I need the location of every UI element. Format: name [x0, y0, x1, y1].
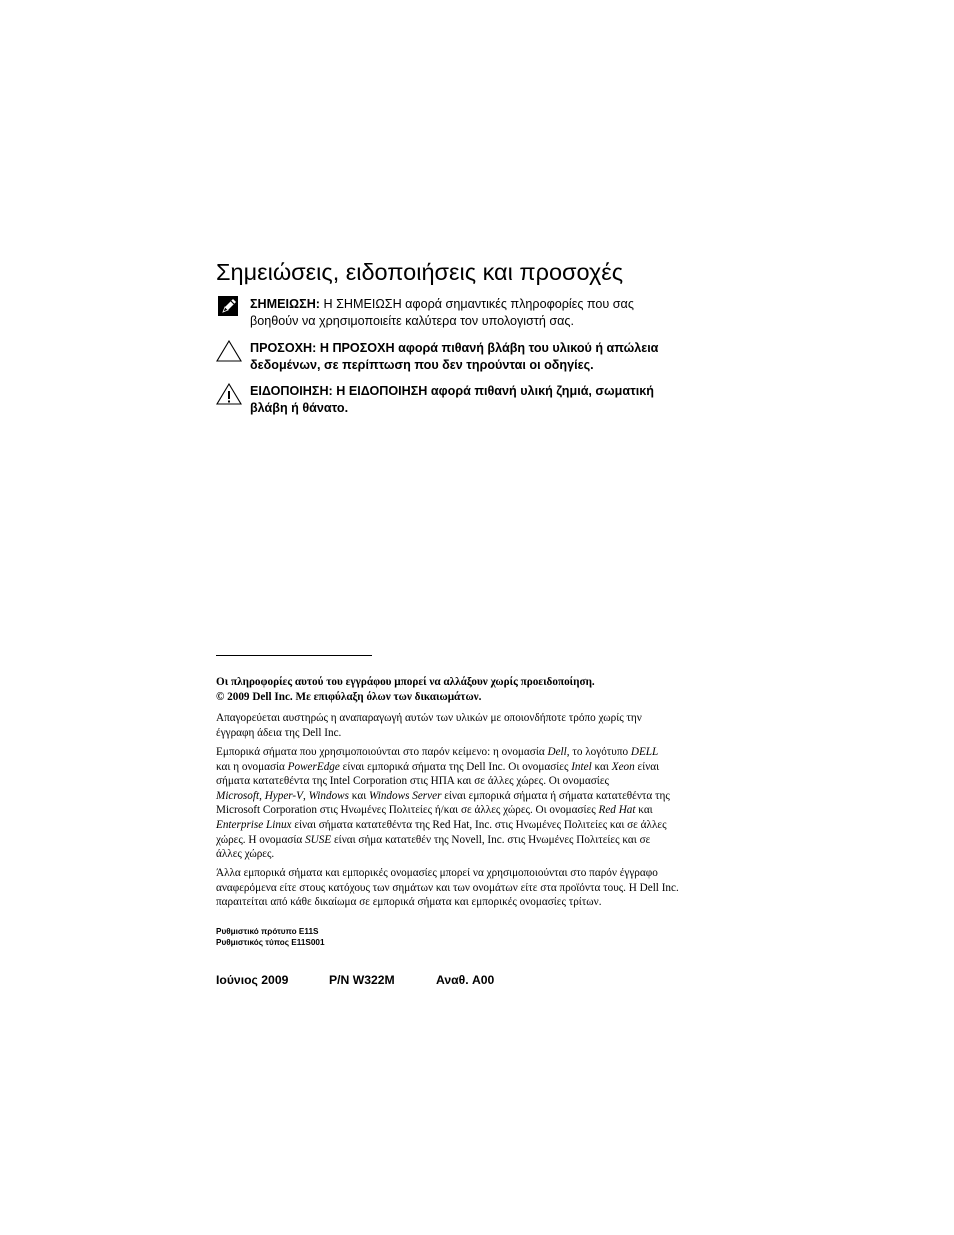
- caution-label: ΠΡΟΣΟΧΗ:: [250, 341, 317, 355]
- trademarks-line: [216, 803, 716, 818]
- tm-text: σήματα κατατεθέντα της Intel Corporation στις ΗΠΑ και σε άλλες χώρες. Οι ονομασίες: [216, 775, 609, 788]
- third-party-line-3: παραιτείται από κάθε δικαίωμα σε εμπορικά σήματα και εμπορικές ονομασίες τρίτων.: [216, 896, 602, 909]
- trademarks-line: [216, 760, 716, 775]
- tm-windows: Windows: [308, 789, 349, 802]
- change-notice-block: [216, 675, 716, 704]
- caution-text: [250, 340, 726, 374]
- note-line-2: βοηθούν να χρησιμοποιείτε καλύτερα τον υπολογιστή σας.: [250, 314, 574, 328]
- regulatory-model: Ρυθμιστικό πρότυπο E11S: [216, 927, 319, 936]
- tm-poweredge: PowerEdge: [287, 760, 340, 773]
- page-title: Σημειώσεις, ειδοποιήσεις και προσοχές: [216, 259, 624, 285]
- publication-date: Ιούνιος 2009: [216, 973, 289, 987]
- tm-text: είναι σήματα κατατεθέντα της Red Hat, Inc. στις Ηνωμένες Πολιτείες και σε άλλες: [291, 818, 667, 831]
- tm-text: ,: [302, 789, 309, 802]
- trademarks-line: [216, 745, 716, 760]
- tm-suse: SUSE: [305, 833, 332, 846]
- tm-dell: Dell: [547, 746, 567, 758]
- tm-windows-server: Windows Server: [369, 789, 442, 802]
- tm-text: , το λογότυπο: [566, 746, 631, 758]
- part-number: P/N W322M: [329, 973, 395, 987]
- tm-red-hat: Red Hat: [598, 804, 636, 817]
- tm-text: Microsoft Corporation στις Ηνωμένες Πολιτείες ή/και σε άλλες χώρες. Οι ονομασίες: [216, 804, 599, 817]
- warning-exclamation-triangle-icon: [216, 383, 242, 407]
- change-notice: Οι πληροφορίες αυτού του εγγράφου μπορεί να αλλάξουν χωρίς προειδοποίηση.: [216, 676, 595, 688]
- tm-microsoft: Microsoft: [216, 789, 260, 802]
- warning-line-1: Η ΕΙΔΟΠΟΙΗΣΗ αφορά πιθανή υλική ζημιά, σωματική: [336, 384, 654, 398]
- tm-text: είναι σήμα κατατεθέν της Novell, Inc. στις Ηνωμένες Πολιτείες και σε: [331, 833, 651, 846]
- tm-text: και η ονομασία: [216, 760, 288, 773]
- copyright-notice: © 2009 Dell Inc. Με επιφύλαξη όλων των δικαιωμάτων.: [216, 690, 482, 703]
- note-line-1: Η ΣΗΜΕΙΩΣΗ αφορά σημαντικές πληροφορίες που σας: [323, 297, 634, 311]
- caution-triangle-icon: [216, 340, 242, 364]
- regulatory-type: Ρυθμιστικός τύπος E11S001: [216, 938, 325, 947]
- revision: Αναθ. A00: [436, 973, 495, 987]
- warning-text: [250, 383, 726, 417]
- tm-text: και: [635, 804, 653, 817]
- tm-text: και: [349, 789, 370, 802]
- reproduction-notice: [216, 711, 716, 740]
- tm-text: ,: [259, 789, 265, 802]
- regulatory-info: [216, 926, 516, 948]
- warning-label: ΕΙΔΟΠΟΙΗΣΗ:: [250, 384, 333, 398]
- caution-line-2: δεδομένων, σε περίπτωση που δεν τηρούνται οι οδηγίες.: [250, 358, 594, 372]
- tm-text: άλλες χώρες.: [216, 848, 275, 861]
- note-label: ΣΗΜΕΙΩΣΗ:: [250, 297, 320, 311]
- third-party-line-1: Άλλα εμπορικά σήματα και εμπορικές ονομασίες μπορεί να χρησιμοποιούνται στο παρόν έγγραφο: [216, 867, 658, 879]
- tm-text: είναι εμπορικά σήματα της Dell Inc. Οι ονομασίες: [339, 760, 572, 773]
- warning-line-2: βλάβη ή θάνατο.: [250, 401, 349, 415]
- tm-intel: Intel: [571, 760, 592, 773]
- trademarks-line: [216, 774, 716, 789]
- tm-text: χώρες. Η ονομασία: [216, 833, 306, 846]
- tm-dell-logo: DELL: [630, 746, 659, 758]
- tm-xeon: Xeon: [611, 760, 635, 773]
- tm-text: Εμπορικά σήματα που χρησιμοποιούνται στο παρόν κείμενο: η ονομασία: [216, 746, 548, 758]
- trademarks-paragraph: [216, 745, 716, 862]
- trademarks-line: [216, 847, 716, 862]
- caution-line-1: Η ΠΡΟΣΟΧΗ αφορά πιθανή βλάβη του υλικού ή απώλεια: [319, 341, 659, 355]
- note-text: [250, 296, 726, 330]
- third-party-line-2: αναφερόμενα είτε στους κατόχους των σημάτων και των ονομάτων είτε στα προϊόντα τους. Η Dell Inc.: [216, 881, 679, 894]
- tm-enterprise-linux: Enterprise Linux: [216, 818, 292, 831]
- trademarks-line: [216, 833, 716, 848]
- tm-hyperv: Hyper-V: [264, 789, 303, 802]
- trademarks-line: [216, 818, 716, 833]
- tm-text: και: [591, 760, 612, 773]
- trademarks-line: [216, 789, 716, 804]
- reproduction-line-2: έγγραφη άδεια της Dell Inc.: [216, 726, 342, 739]
- third-party-trademarks: [216, 866, 716, 910]
- reproduction-line-1: Απαγορεύεται αυστηρώς η αναπαραγωγή αυτών των υλικών με οποιονδήποτε τρόπο χωρίς την: [216, 712, 642, 724]
- pencil-note-icon: [216, 296, 242, 320]
- tm-text: είναι εμπορικά σήματα ή σήματα κατατεθέντα της: [441, 789, 670, 802]
- tm-text: είναι: [634, 760, 660, 773]
- footnote-divider: [216, 655, 372, 656]
